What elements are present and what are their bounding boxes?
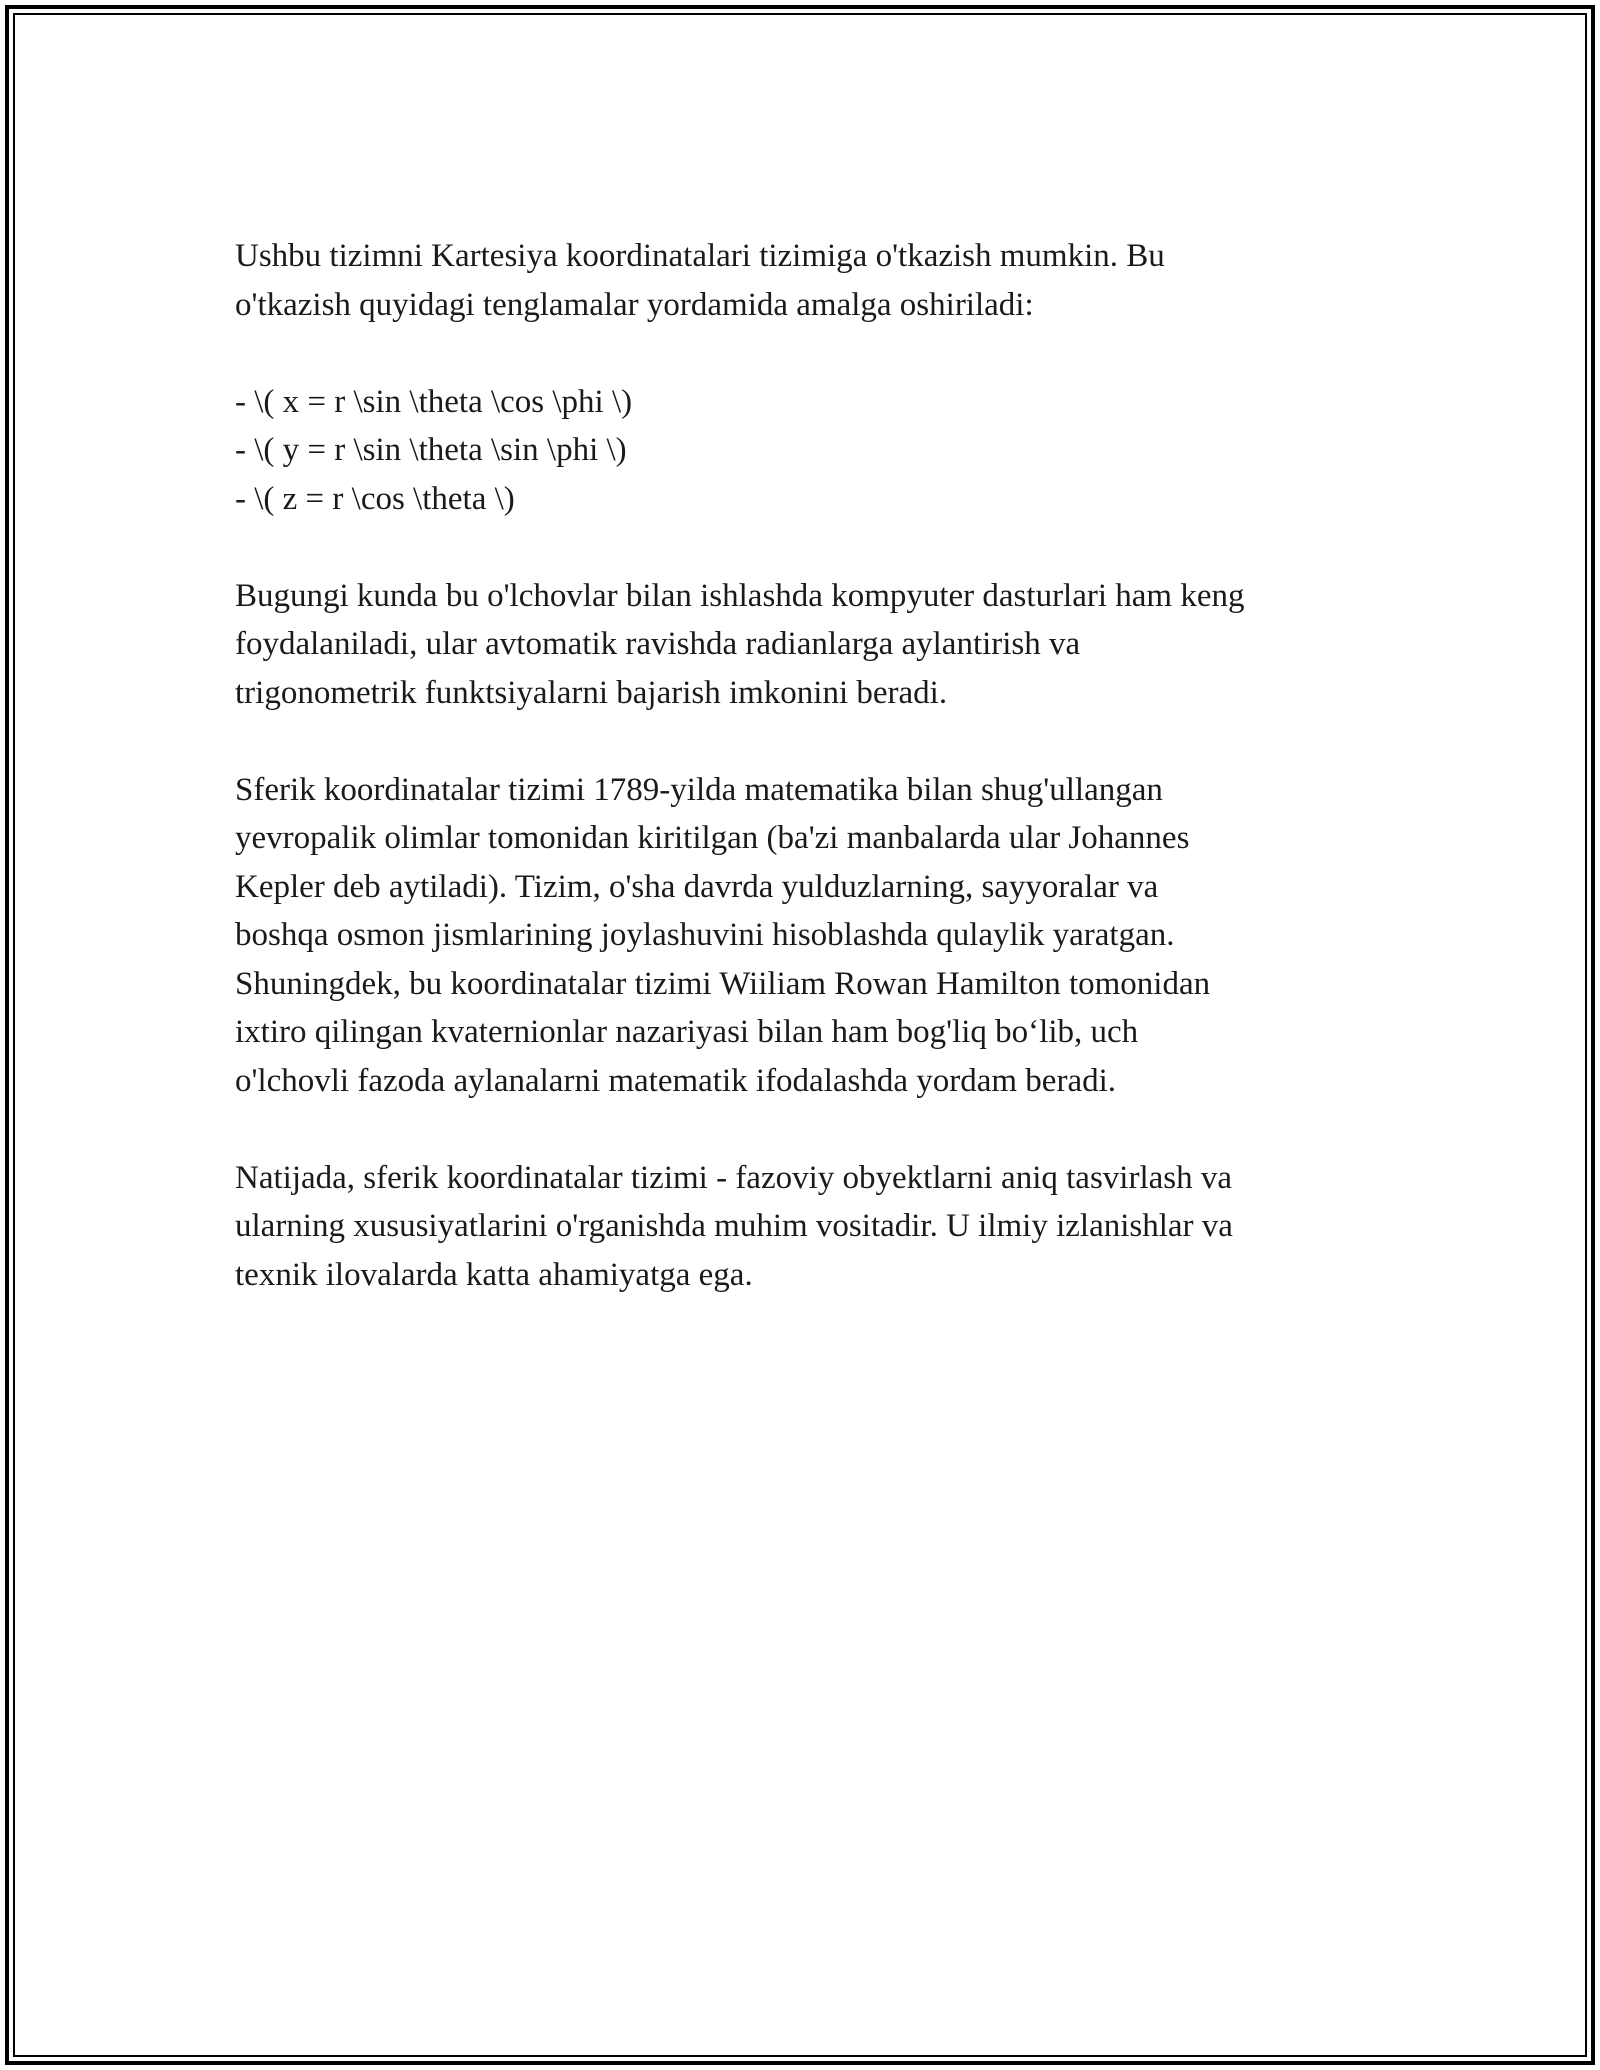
paragraph-software <box>235 572 1395 718</box>
text-line: ixtiro qilingan kvaternionlar nazariyasi bilan ham bog'liq bo‘lib, uch <box>235 1014 1139 1050</box>
paragraph-conclusion <box>235 1154 1395 1300</box>
text-line: Shuningdek, bu koordinatalar tizimi Wiiliam Rowan Hamilton tomonidan <box>235 965 1211 1002</box>
document-body <box>235 232 1395 1348</box>
text-line: foydalaniladi, ular avtomatik ravishda radianlarga aylantirish va <box>235 626 1081 662</box>
paragraph-history <box>235 766 1395 1106</box>
text-line: boshqa osmon jismlarining joylashuvini hisoblashda qulaylik yaratgan. <box>235 917 1175 953</box>
text-line: o'lchovli fazoda aylanalarni matematik ifodalashda yordam beradi. <box>235 1062 1117 1099</box>
text-line: trigonometrik funktsiyalarni bajarish imkonini beradi. <box>235 674 948 711</box>
paragraph-intro <box>235 232 1395 329</box>
text-line: yevropalik olimlar tomonidan kiritilgan (ba'zi manbalarda ular Johannes <box>235 820 1190 856</box>
formula-z: - \( z = r \cos \theta \) <box>235 480 515 517</box>
text-line: Natijada, sferik koordinatalar tizimi - fazoviy obyektlarni aniq tasvirlash va <box>235 1159 1232 1196</box>
text-line: Sferik koordinatalar tizimi 1789-yilda matematika bilan shug'ullangan <box>235 771 1163 808</box>
formula-y: - \( y = r \sin \theta \sin \phi \) <box>235 432 627 468</box>
text-line: texnik ilovalarda katta ahamiyatga ega. <box>235 1256 753 1293</box>
text-line: Ushbu tizimni Kartesiya koordinatalari tizimiga o'tkazish mumkin. Bu <box>235 238 1165 274</box>
formula-list <box>235 378 1395 524</box>
text-line: o'tkazish quyidagi tenglamalar yordamida amalga oshiriladi: <box>235 286 1034 323</box>
text-line: Bugungi kunda bu o'lchovlar bilan ishlashda kompyuter dasturlari ham keng <box>235 577 1245 614</box>
formula-x: - \( x = r \sin \theta \cos \phi \) <box>235 383 633 420</box>
text-line: Kepler deb aytiladi). Tizim, o'sha davrda yulduzlarning, sayyoralar va <box>235 868 1159 905</box>
text-line: ularning xususiyatlarini o'rganishda muhim vositadir. U ilmiy izlanishlar va <box>235 1208 1233 1244</box>
